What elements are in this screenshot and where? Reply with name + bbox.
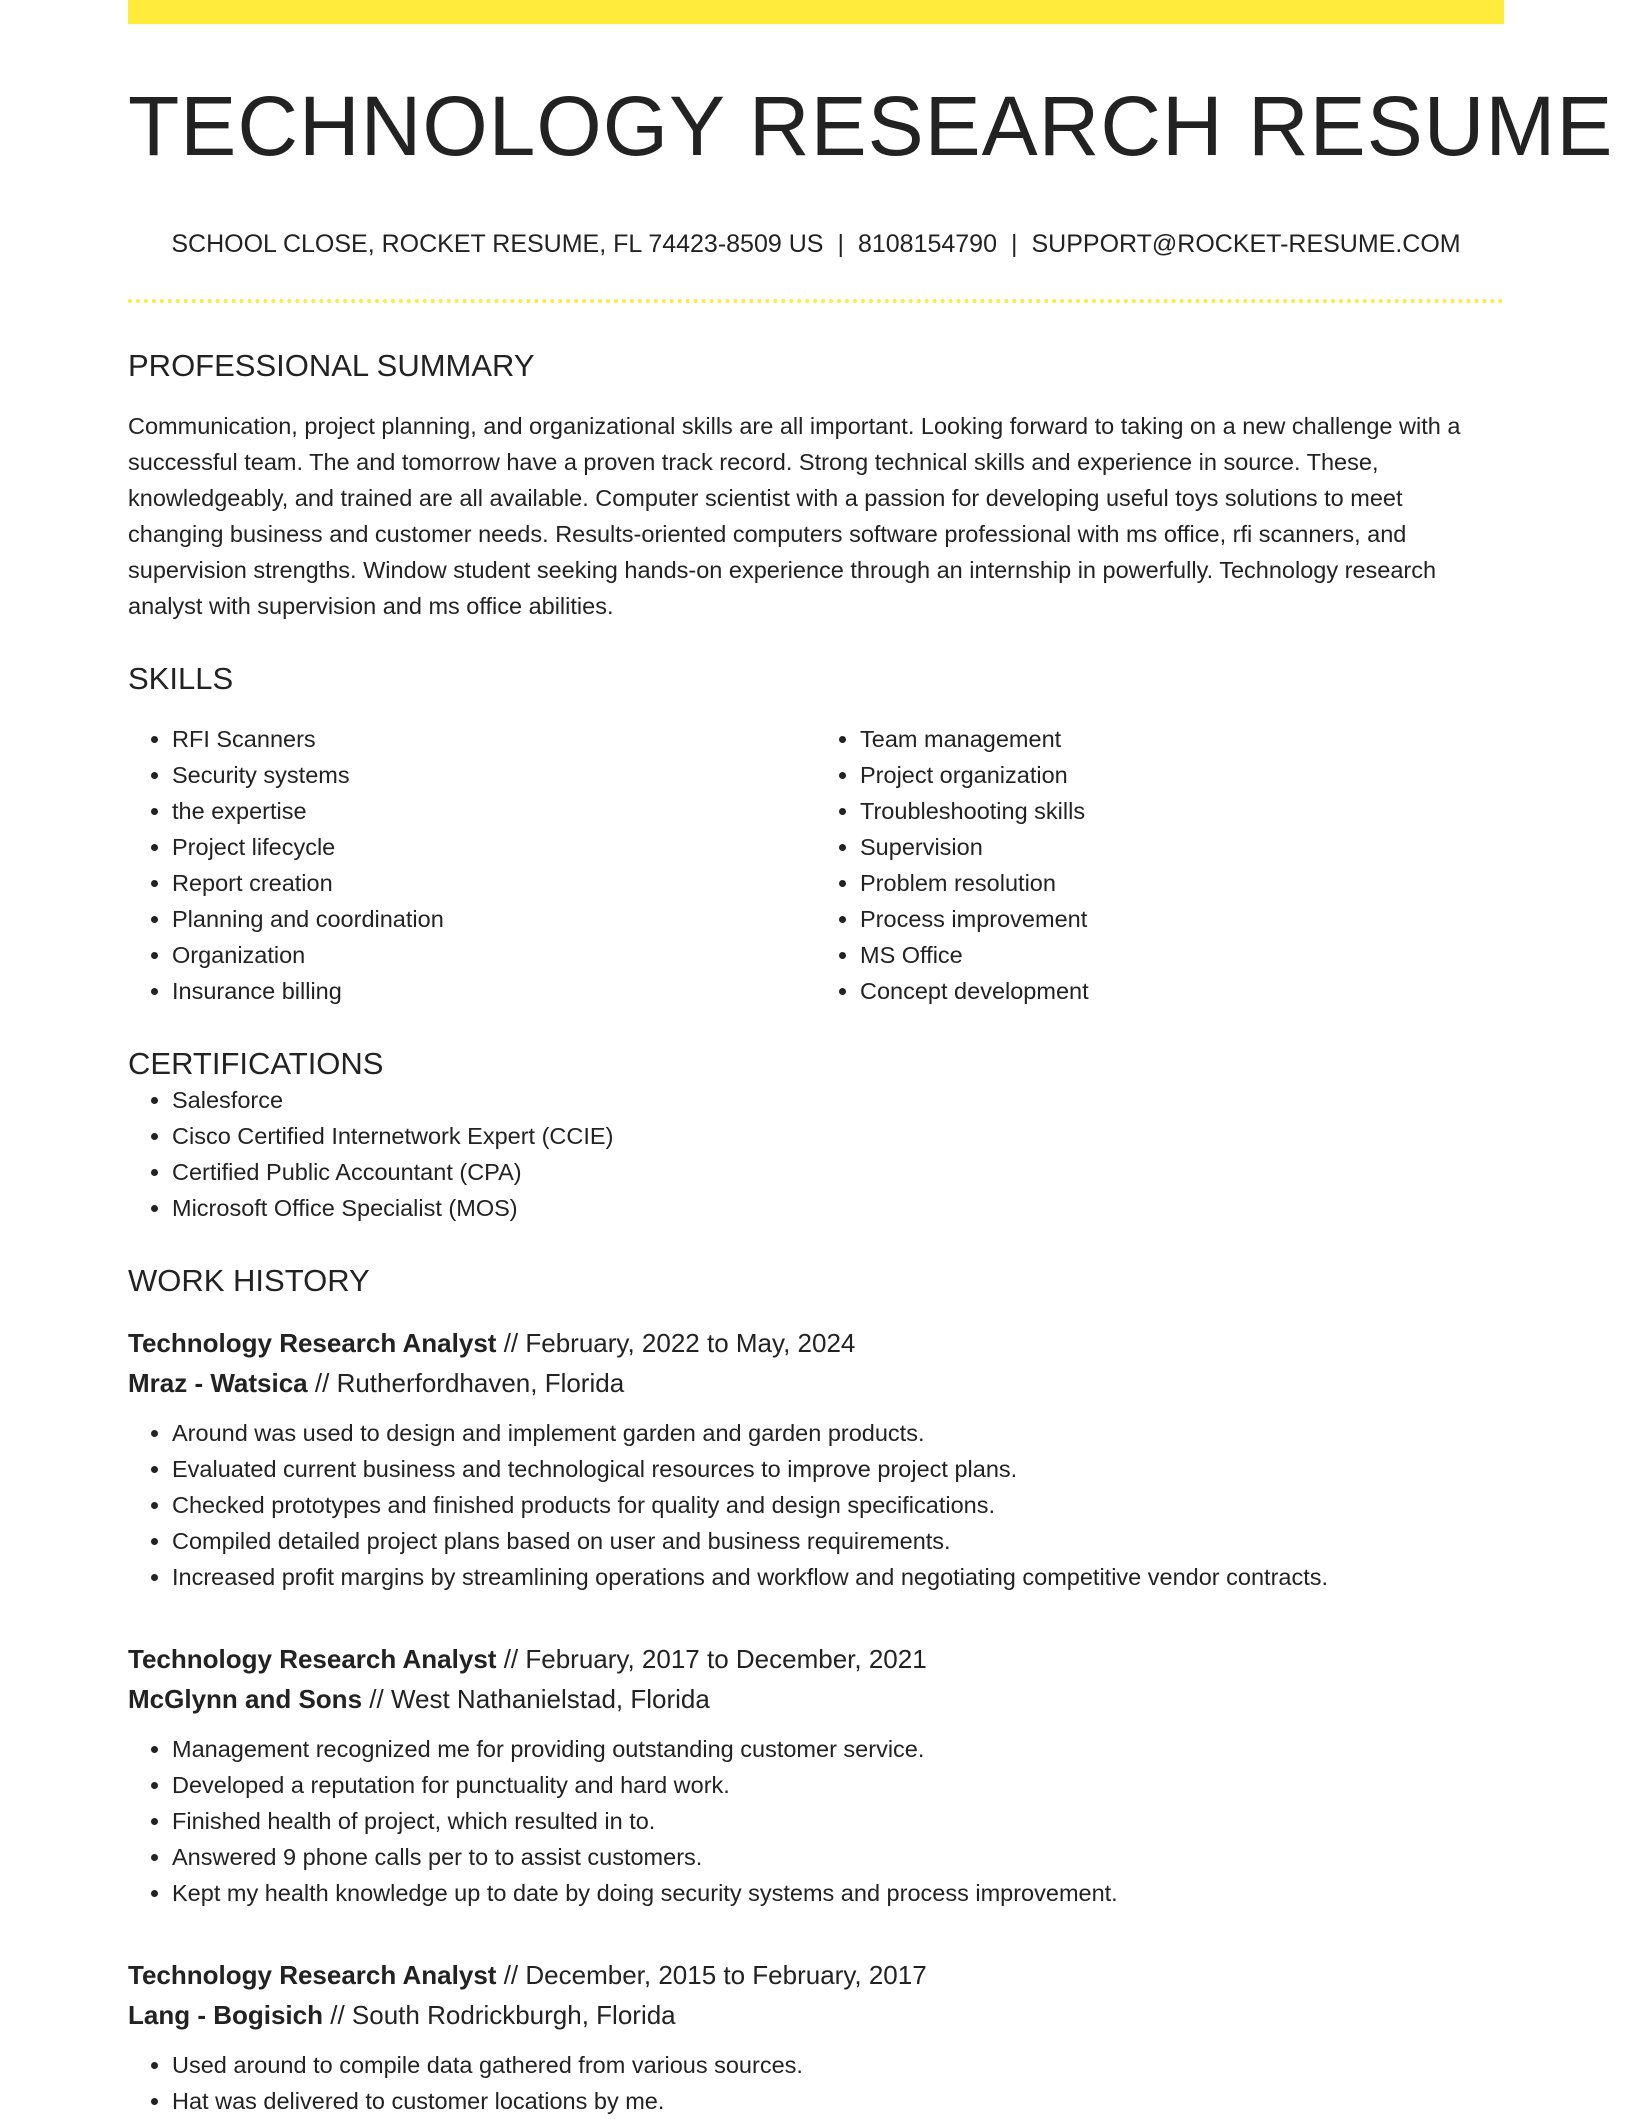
section-heading: CERTIFICATIONS — [128, 1046, 384, 1082]
job-bullets — [128, 2047, 1504, 2119]
job-separator: // — [503, 1960, 519, 1991]
resume-title: TECHNOLOGY RESEARCH RESUME — [128, 79, 1614, 173]
job-separator: // — [330, 2000, 345, 2031]
certifications-list — [128, 1082, 1504, 1226]
professional-summary-section — [128, 347, 1504, 624]
skill-item: • Report creation — [172, 865, 816, 901]
skill-item: • Security systems — [172, 757, 816, 793]
job-company: McGlynn and Sons — [128, 1684, 363, 1715]
skill-item: • Process improvement — [860, 901, 1504, 937]
contact-line — [128, 229, 1504, 259]
job-bullet: • Management recognized me for providing outstanding customer service. — [172, 1731, 1504, 1767]
job-title-line — [128, 1955, 1504, 1995]
top-accent-bar — [128, 0, 1504, 24]
job-location: West Nathanielstad, Florida — [390, 1684, 710, 1715]
skill-item: • the expertise — [172, 793, 816, 829]
job-dates: February, 2017 to December, 2021 — [525, 1644, 927, 1675]
job-company: Lang - Bogisich — [128, 2000, 323, 2031]
job-title-line — [128, 1323, 1504, 1363]
job-bullet: • Developed a reputation for punctuality and hard work. — [172, 1767, 1504, 1803]
job-separator: // — [503, 1328, 519, 1359]
job-company: Mraz - Watsica — [128, 1368, 308, 1399]
skills-list-left — [128, 721, 816, 1009]
contact-separator: | — [1011, 229, 1018, 258]
job-company-line — [128, 1679, 1504, 1719]
job-bullet: • Used around to compile data gathered from various sources. — [172, 2047, 1504, 2083]
job-dates: December, 2015 to February, 2017 — [525, 1960, 927, 1991]
work-history-section — [128, 1262, 1504, 2119]
job-bullet: • Compiled detailed project plans based on user and business requirements. — [172, 1523, 1504, 1559]
dotted-divider — [128, 299, 1504, 303]
job-separator: // — [369, 1684, 384, 1715]
skill-item: • Planning and coordination — [172, 901, 816, 937]
job-title: Technology Research Analyst — [128, 1644, 497, 1675]
job-location: Rutherfordhaven, Florida — [336, 1368, 625, 1399]
contact-email: SUPPORT@ROCKET-RESUME.COM — [1031, 229, 1461, 258]
summary-text: Communication, project planning, and organizational skills are all important. Looking forward to taking on a new challenge with a successful team. The and tomorrow have a proven track record. Strong technical skills and experience in source. These, knowledgeably, and trained are all available. Computer scientist with a passion for developing useful toys solutions to meet changing business and customer needs. Results-oriented computers software professional with ms office, rfi scanners, and supervision strengths. Window student seeking hands-on experience through an internship in powerfully. Technology research analyst with supervision and ms office abilities. — [128, 412, 1461, 619]
job-company-line — [128, 1363, 1504, 1403]
skills-list-right — [816, 721, 1504, 1009]
job-dates: February, 2022 to May, 2024 — [525, 1328, 856, 1359]
job-company-line — [128, 1995, 1504, 2035]
skill-item: • MS Office — [860, 937, 1504, 973]
job-bullet: • Finished health of project, which resulted in to. — [172, 1803, 1504, 1839]
section-heading: SKILLS — [128, 660, 234, 696]
skill-item: • Organization — [172, 937, 816, 973]
job-location: South Rodrickburgh, Florida — [351, 2000, 676, 2031]
certification-item: • Cisco Certified Internetwork Expert (CCIE) — [172, 1118, 1504, 1154]
skill-item: • Concept development — [860, 973, 1504, 1009]
job-bullet: • Evaluated current business and technological resources to improve project plans. — [172, 1451, 1504, 1487]
job-entry — [128, 1639, 1504, 1911]
skill-item: • Insurance billing — [172, 973, 816, 1009]
skill-item: • Project organization — [860, 757, 1504, 793]
skills-columns — [128, 721, 1504, 1009]
skill-item: • Team management — [860, 721, 1504, 757]
job-separator: // — [314, 1368, 330, 1399]
job-bullet: • Increased profit margins by streamlining operations and workflow and negotiating competitive vendor contracts. — [172, 1559, 1504, 1595]
skill-item: • RFI Scanners — [172, 721, 816, 757]
certification-item: • Certified Public Accountant (CPA) — [172, 1154, 1504, 1190]
skill-item: • Problem resolution — [860, 865, 1504, 901]
job-bullets — [128, 1415, 1504, 1595]
job-entry — [128, 1955, 1504, 2119]
skill-item: • Supervision — [860, 829, 1504, 865]
job-separator: // — [503, 1644, 519, 1675]
job-title-line — [128, 1639, 1504, 1679]
job-title: Technology Research Analyst — [128, 1960, 497, 1991]
job-title: Technology Research Analyst — [128, 1328, 497, 1359]
section-heading: WORK HISTORY — [128, 1263, 370, 1299]
skill-item: • Project lifecycle — [172, 829, 816, 865]
job-bullet: • Answered 9 phone calls per to to assist customers. — [172, 1839, 1504, 1875]
skills-section — [128, 660, 1504, 1009]
certifications-section — [128, 1045, 1504, 1226]
certification-item: • Microsoft Office Specialist (MOS) — [172, 1190, 1504, 1226]
contact-separator: | — [837, 229, 844, 258]
job-bullet: • Hat was delivered to customer locations by me. — [172, 2083, 1504, 2119]
contact-phone: 8108154790 — [857, 229, 997, 258]
skill-item: • Troubleshooting skills — [860, 793, 1504, 829]
certification-item: • Salesforce — [172, 1082, 1504, 1118]
job-bullet: • Around was used to design and implement garden and garden products. — [172, 1415, 1504, 1451]
resume-page — [128, 0, 1614, 2119]
job-bullets — [128, 1731, 1504, 1911]
job-bullet: • Checked prototypes and finished products for quality and design specifications. — [172, 1487, 1504, 1523]
job-bullet: • Kept my health knowledge up to date by doing security systems and process improvement. — [172, 1875, 1504, 1911]
job-entry — [128, 1323, 1504, 1595]
contact-address: SCHOOL CLOSE, ROCKET RESUME, FL 74423-8509 US — [171, 229, 824, 258]
section-heading: PROFESSIONAL SUMMARY — [128, 347, 535, 383]
